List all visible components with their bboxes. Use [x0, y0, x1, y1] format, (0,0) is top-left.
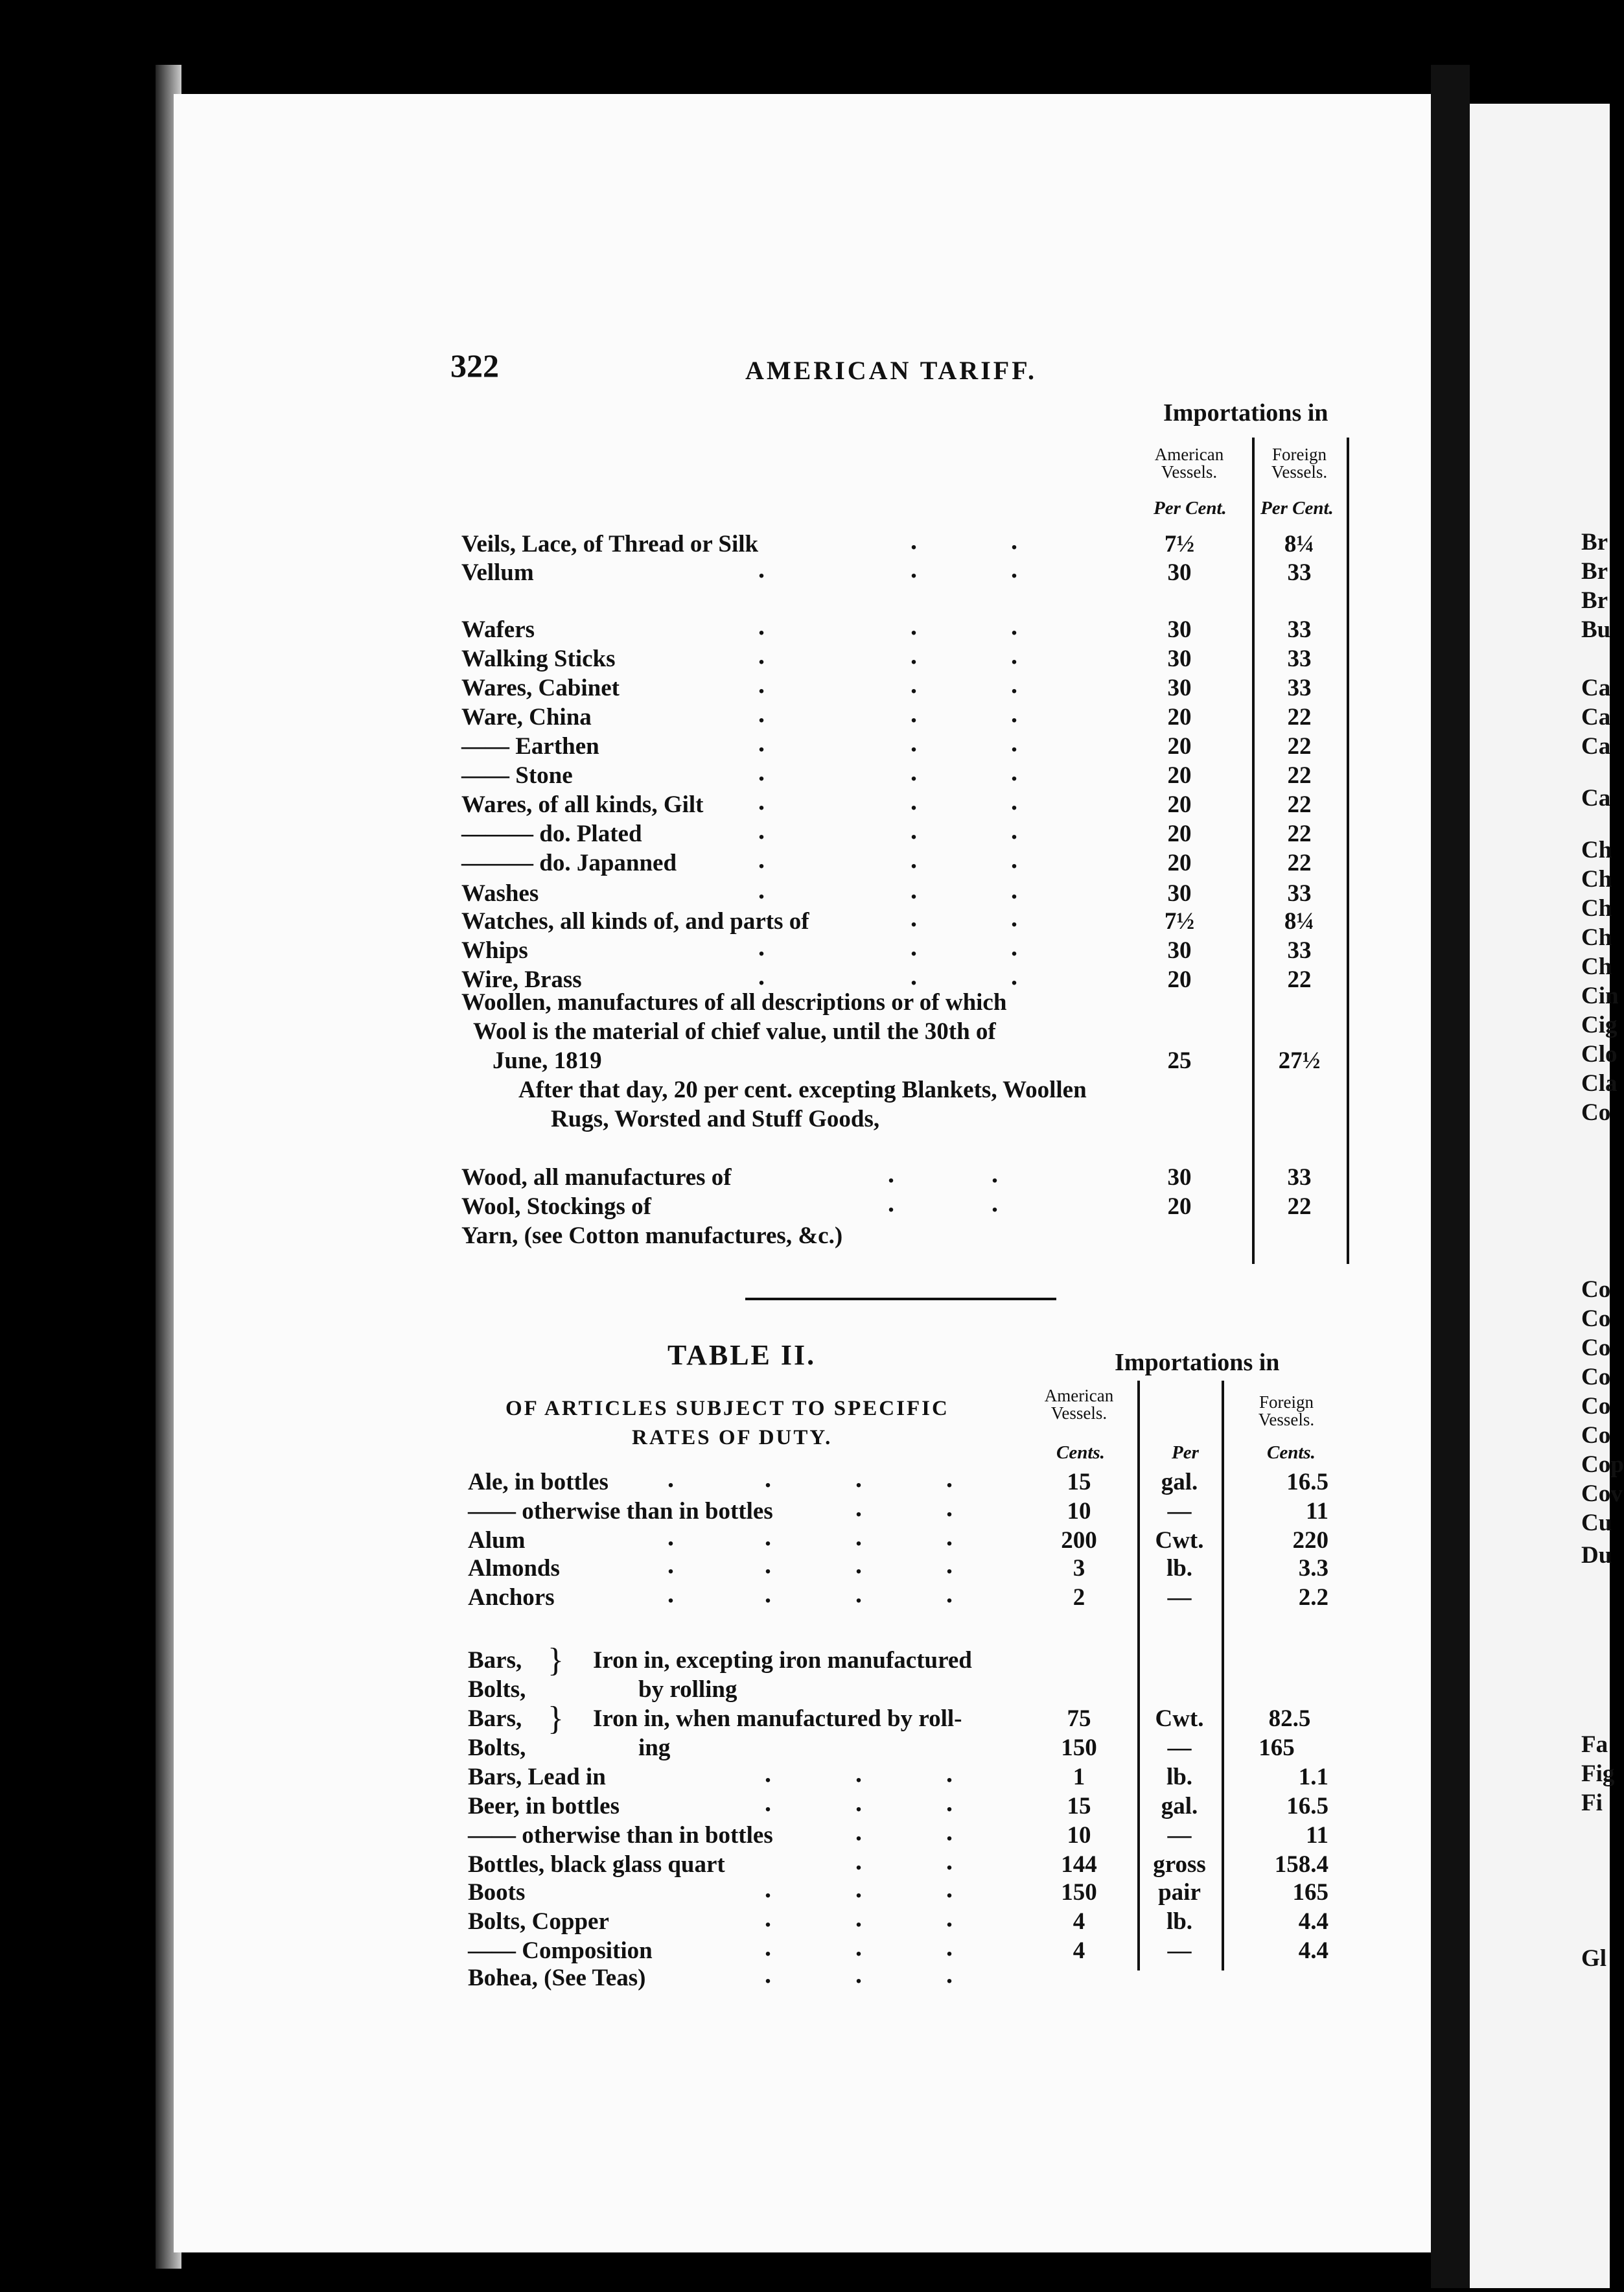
table-row-per: — [1167, 1584, 1192, 1611]
leader-dot: . [911, 526, 917, 555]
table-row-foreign: 33 [1287, 937, 1312, 964]
leader-dot: . [946, 1464, 953, 1493]
leader-dot: . [855, 1874, 862, 1903]
leader-dot: . [911, 699, 917, 728]
table-row-american: 20 [1167, 704, 1192, 731]
leader-dot: . [758, 875, 765, 904]
facing-page-fragment: Br [1581, 529, 1608, 555]
table-row-label: —— Stone [461, 762, 573, 789]
leader-dot: . [667, 1522, 674, 1551]
leader-dot: . [765, 1759, 771, 1788]
table-row-label: Washes [461, 880, 539, 907]
table-row-label: Ware, China [461, 704, 592, 731]
leader-dot: . [946, 1932, 953, 1961]
facing-page-fragment: Cla [1581, 1070, 1618, 1097]
table-row-american: 30 [1167, 646, 1192, 672]
table-row-foreign: 22 [1287, 1193, 1312, 1220]
table-row-foreign: 4.4 [1298, 1908, 1328, 1935]
table-row-label: Alum [468, 1527, 526, 1554]
leader-dot: . [855, 1759, 862, 1788]
t2-column-rule-1 [1137, 1381, 1140, 1970]
table-row-foreign: 33 [1287, 880, 1312, 907]
bars-label-2a: Bars, [468, 1705, 522, 1732]
leader-dot: . [758, 611, 765, 640]
leader-dot: . [911, 757, 917, 786]
table-row-american: 10 [1067, 1498, 1091, 1525]
table-row-american: 30 [1167, 559, 1192, 586]
table-row-american: 15 [1067, 1793, 1091, 1819]
leader-dot: . [1011, 786, 1017, 815]
leader-dot: . [911, 903, 917, 932]
table-row-foreign: 22 [1287, 821, 1312, 847]
bars-american-2: 150 [1061, 1735, 1097, 1761]
table-row-american: 20 [1167, 821, 1192, 847]
table-row-per: pair [1158, 1879, 1201, 1906]
facing-page-fragment: Co [1581, 1393, 1611, 1420]
table-row-american: 4 [1073, 1937, 1085, 1964]
leader-dot: . [1011, 611, 1017, 640]
facing-page-fragment: Ch [1581, 953, 1612, 980]
t2-col-foreign: Foreign Vessels. [1258, 1392, 1315, 1429]
table-row-american: 2 [1073, 1584, 1085, 1611]
t2-unit-foreign: Cents. [1267, 1442, 1316, 1463]
leader-dot: . [911, 875, 917, 904]
table-row-per: — [1167, 1937, 1192, 1964]
leader-dot: . [1011, 526, 1017, 555]
table-row-american: 200 [1061, 1527, 1097, 1554]
table-row-american: 15 [1067, 1469, 1091, 1495]
leader-dot: . [911, 932, 917, 961]
t1-right-rule [1347, 438, 1349, 1264]
table-row-label: Bolts, Copper [468, 1908, 609, 1935]
woollen-foreign: 27½ [1278, 1047, 1321, 1074]
table-row-foreign: 33 [1287, 646, 1312, 672]
facing-page-fragment: Co [1581, 1422, 1611, 1449]
table-row-label: Bars, Lead in [468, 1764, 606, 1790]
leader-dot: . [758, 554, 765, 583]
brace-1: } [548, 1642, 564, 1679]
table-row-per: gal. [1161, 1469, 1198, 1495]
bars-foreign-1: 82.5 [1268, 1705, 1311, 1732]
table-row-foreign: 22 [1287, 704, 1312, 731]
leader-dot: . [667, 1550, 674, 1579]
facing-page-fragment: Ca [1581, 704, 1611, 731]
facing-page-fragment: Cu [1581, 1510, 1612, 1536]
table-row-foreign: 22 [1287, 762, 1312, 789]
facing-page-fragment: Cig [1581, 1012, 1618, 1038]
leader-dot: . [911, 640, 917, 670]
table-row-label: Bottles, black glass quart [468, 1851, 725, 1878]
table-row-american: 20 [1167, 762, 1192, 789]
leader-dot: . [765, 1959, 771, 1989]
leader-dot: . [911, 845, 917, 874]
table-row-american: 20 [1167, 850, 1192, 876]
table-row-foreign: 8¼ [1284, 908, 1315, 935]
table-row-american: 7½ [1164, 908, 1195, 935]
table-row-foreign: 220 [1292, 1527, 1328, 1554]
table-row-label: Wire, Brass [461, 966, 582, 993]
table-row-label: Ale, in bottles [468, 1469, 609, 1495]
leader-dot: . [855, 1817, 862, 1846]
facing-page-fragment: Br [1581, 587, 1608, 614]
leader-dot: . [946, 1846, 953, 1875]
leader-dot: . [855, 1788, 862, 1817]
leader-dot: . [946, 1522, 953, 1551]
table-row-american: 30 [1167, 616, 1192, 643]
leader-dot: . [1011, 875, 1017, 904]
facing-page-fragment: Fig [1581, 1760, 1615, 1787]
leader-dot: . [946, 1493, 953, 1522]
table-row-foreign: 2.2 [1298, 1584, 1328, 1611]
leader-dot: . [855, 1464, 862, 1493]
leader-dot: . [911, 554, 917, 583]
t2-group-header: Importations in [1115, 1349, 1280, 1376]
t1-col-foreign: Foreign Vessels. [1271, 445, 1328, 482]
leader-dot: . [855, 1493, 862, 1522]
bars-text-2a: Iron in, when manufactured by roll- [593, 1705, 962, 1732]
facing-page-fragment: Co [1581, 1276, 1611, 1303]
leader-dot: . [855, 1959, 862, 1989]
facing-page-fragment: Co [1581, 1364, 1611, 1390]
table-row-foreign: 33 [1287, 675, 1312, 701]
table-row-label: ——— do. Japanned [461, 850, 677, 876]
leader-dot: . [765, 1903, 771, 1932]
table-row-label: Vellum [461, 559, 534, 586]
bars-per-2: — [1167, 1735, 1192, 1761]
table-row-american: 30 [1167, 1164, 1192, 1191]
leader-dot: . [758, 961, 765, 990]
table-row-foreign: 22 [1287, 966, 1312, 993]
woollen-american: 25 [1167, 1047, 1192, 1074]
t1-group-header: Importations in [1163, 399, 1328, 427]
leader-dot: . [946, 1903, 953, 1932]
table-row-american: 30 [1167, 675, 1192, 701]
facing-page-fragment: Fi [1581, 1790, 1603, 1816]
brace-2: } [548, 1700, 564, 1737]
facing-page-fragment: Co [1581, 1305, 1611, 1332]
table-row-american: 20 [1167, 966, 1192, 993]
leader-dot: . [765, 1464, 771, 1493]
bars-label-1b: Bolts, [468, 1676, 526, 1703]
t1-unit-american: Per Cent. [1154, 498, 1227, 519]
bars-text-1a: Iron in, excepting iron manufactured [593, 1647, 972, 1674]
table-row-label: Almonds [468, 1555, 560, 1582]
facing-page-fragment: Du [1581, 1542, 1612, 1569]
table-row-foreign: 22 [1287, 850, 1312, 876]
table-row-american: 144 [1061, 1851, 1097, 1878]
table-row-american: 7½ [1164, 531, 1195, 557]
section-rule [745, 1298, 1056, 1300]
leader-dot: . [911, 670, 917, 699]
woollen-line-1: Woollen, manufactures of all descriptions or of which [461, 989, 1007, 1016]
leader-dot: . [758, 932, 765, 961]
table-row-foreign: 16.5 [1286, 1469, 1328, 1495]
leader-dot: . [1011, 670, 1017, 699]
leader-dot: . [758, 699, 765, 728]
leader-dot: . [1011, 699, 1017, 728]
table-row-foreign: 22 [1287, 733, 1312, 760]
table-row-foreign: 158.4 [1274, 1851, 1328, 1878]
leader-dot: . [855, 1903, 862, 1932]
facing-page-fragment: Cov [1581, 1480, 1623, 1507]
facing-page-fragment: Ca [1581, 733, 1611, 760]
leader-dot: . [946, 1817, 953, 1846]
facing-page-fragment: Cin [1581, 983, 1619, 1009]
leader-dot: . [758, 845, 765, 874]
facing-page-fragment: Cop [1581, 1451, 1624, 1478]
leader-dot: . [1011, 961, 1017, 990]
facing-page-fragment: Ch [1581, 837, 1612, 863]
table-row-foreign: 16.5 [1286, 1793, 1328, 1819]
table-row-foreign: 33 [1287, 616, 1312, 643]
leader-dot: . [765, 1579, 771, 1608]
table-row-label: Bohea, (See Teas) [468, 1965, 646, 1991]
leader-dot: . [888, 1188, 894, 1217]
leader-dot: . [946, 1874, 953, 1903]
facing-page-fragment: Ch [1581, 924, 1612, 951]
leader-dot: . [1011, 932, 1017, 961]
leader-dot: . [946, 1788, 953, 1817]
table-row-label: Wafers [461, 616, 535, 643]
bars-american-1: 75 [1067, 1705, 1091, 1732]
facing-page-fragment: Ch [1581, 895, 1612, 922]
leader-dot: . [765, 1788, 771, 1817]
table-row-per: gal. [1161, 1793, 1198, 1819]
table-row-label: Whips [461, 937, 528, 964]
leader-dot: . [911, 786, 917, 815]
table-row-per: — [1167, 1822, 1192, 1849]
table-row-label: Wares, Cabinet [461, 675, 620, 701]
table-row-per: — [1167, 1498, 1192, 1525]
bars-per-1: Cwt. [1155, 1705, 1204, 1732]
bars-label-2b: Bolts, [468, 1735, 526, 1761]
table-row-per: gross [1153, 1851, 1206, 1878]
leader-dot: . [1011, 903, 1017, 932]
leader-dot: . [1011, 757, 1017, 786]
leader-dot: . [667, 1579, 674, 1608]
leader-dot: . [911, 728, 917, 757]
leader-dot: . [1011, 815, 1017, 845]
leader-dot: . [765, 1874, 771, 1903]
table-row-foreign: 165 [1292, 1879, 1328, 1906]
leader-dot: . [758, 757, 765, 786]
leader-dot: . [911, 611, 917, 640]
table-row-label: Wares, of all kinds, Gilt [461, 791, 704, 818]
leader-dot: . [855, 1846, 862, 1875]
leader-dot: . [946, 1550, 953, 1579]
table-row-foreign: 1.1 [1298, 1764, 1328, 1790]
table-row-label: —— Earthen [461, 733, 599, 760]
leader-dot: . [758, 670, 765, 699]
table-row-per: lb. [1166, 1555, 1193, 1582]
table-row-label: Beer, in bottles [468, 1793, 620, 1819]
book-gutter [1431, 65, 1470, 2288]
table-row-per: Cwt. [1155, 1527, 1204, 1554]
facing-page-fragment: Ca [1581, 785, 1611, 812]
leader-dot: . [855, 1522, 862, 1551]
table-row-label: —— otherwise than in bottles [468, 1822, 773, 1849]
table-row-label: Boots [468, 1879, 526, 1906]
table-row-foreign: 3.3 [1298, 1555, 1328, 1582]
leader-dot: . [1011, 640, 1017, 670]
leader-dot: . [888, 1159, 894, 1188]
table-2-title: TABLE II. [667, 1339, 817, 1371]
table-row-american: 30 [1167, 880, 1192, 907]
table-row-per: lb. [1166, 1908, 1193, 1935]
table-row-foreign: 33 [1287, 559, 1312, 586]
leader-dot: . [1011, 728, 1017, 757]
t1-unit-foreign: Per Cent. [1260, 498, 1334, 519]
table-row-label: Anchors [468, 1584, 555, 1611]
table-row-label: Wood, all manufactures of [461, 1164, 732, 1191]
table-row-label: —— Composition [468, 1937, 653, 1964]
leader-dot: . [992, 1159, 998, 1188]
t2-unit-american: Cents. [1056, 1442, 1105, 1463]
table-row-label: —— otherwise than in bottles [468, 1498, 773, 1525]
facing-page-fragment: Br [1581, 558, 1608, 585]
table-row-foreign: 22 [1287, 791, 1312, 818]
table-row-american: 20 [1167, 733, 1192, 760]
leader-dot: . [758, 786, 765, 815]
table-row-label: Watches, all kinds of, and parts of [461, 908, 809, 935]
table-row-per: lb. [1166, 1764, 1193, 1790]
facing-page-fragment: Ch [1581, 866, 1612, 893]
table-row-american: 20 [1167, 1193, 1192, 1220]
facing-page-fragment: Clo [1581, 1041, 1618, 1068]
t2-column-rule-2 [1222, 1381, 1224, 1970]
table-row-label: Yarn, (see Cotton manufactures, &c.) [461, 1222, 843, 1249]
leader-dot: . [992, 1188, 998, 1217]
leader-dot: . [765, 1550, 771, 1579]
leader-dot: . [765, 1522, 771, 1551]
table-row-label: Wool, Stockings of [461, 1193, 651, 1220]
facing-page-fragment: Bu [1581, 616, 1611, 643]
leader-dot: . [855, 1579, 862, 1608]
table-row-american: 20 [1167, 791, 1192, 818]
table-row-foreign: 4.4 [1298, 1937, 1328, 1964]
table-row-foreign: 33 [1287, 1164, 1312, 1191]
table-row-foreign: 11 [1306, 1822, 1328, 1849]
table-row-american: 10 [1067, 1822, 1091, 1849]
table-row-foreign: 8¼ [1284, 531, 1315, 557]
facing-page-fragment: Fa [1581, 1731, 1608, 1758]
table-row-american: 3 [1073, 1555, 1085, 1582]
facing-page-fragment: Co [1581, 1335, 1611, 1361]
table-row-foreign: 11 [1306, 1498, 1328, 1525]
table-row-american: 4 [1073, 1908, 1085, 1935]
leader-dot: . [911, 961, 917, 990]
leader-dot: . [911, 815, 917, 845]
leader-dot: . [855, 1550, 862, 1579]
leader-dot: . [855, 1932, 862, 1961]
t2-subtitle-2: RATES OF DUTY. [632, 1426, 833, 1449]
woollen-note-1: After that day, 20 per cent. excepting Blankets, Woollen [518, 1077, 1087, 1103]
t2-unit-per: Per [1172, 1442, 1199, 1463]
t2-subtitle-1: OF ARTICLES SUBJECT TO SPECIFIC [505, 1397, 949, 1420]
bars-text-2b: ing [638, 1735, 671, 1761]
leader-dot: . [758, 640, 765, 670]
table-row-label: Walking Sticks [461, 646, 616, 672]
table-row-label: ——— do. Plated [461, 821, 642, 847]
table-row-american: 30 [1167, 937, 1192, 964]
t2-col-american: American Vessels. [1044, 1386, 1114, 1423]
table-row-label: Veils, Lace, of Thread or Silk [461, 531, 759, 557]
leader-dot: . [946, 1759, 953, 1788]
woollen-note-2: Rugs, Worsted and Stuff Goods, [551, 1106, 880, 1132]
woollen-line-3: June, 1819 [493, 1047, 602, 1074]
leader-dot: . [946, 1579, 953, 1608]
page-number: 322 [450, 347, 499, 384]
leader-dot: . [946, 1959, 953, 1989]
leader-dot: . [758, 815, 765, 845]
facing-page-fragment: Gl [1581, 1945, 1607, 1972]
bars-foreign-2: 165 [1259, 1735, 1295, 1761]
table-row-american: 150 [1061, 1879, 1097, 1906]
running-title: AMERICAN TARIFF. [745, 356, 1037, 385]
leader-dot: . [1011, 845, 1017, 874]
bars-label-1a: Bars, [468, 1647, 522, 1674]
leader-dot: . [1011, 554, 1017, 583]
table-row-american: 1 [1073, 1764, 1085, 1790]
t1-col-american: American Vessels. [1154, 445, 1224, 482]
woollen-line-2: Wool is the material of chief value, until the 30th of [473, 1018, 996, 1045]
facing-page-fragment: Ca [1581, 675, 1611, 701]
leader-dot: . [667, 1464, 674, 1493]
bars-text-1b: by rolling [638, 1676, 737, 1703]
facing-page-fragment: Co [1581, 1099, 1611, 1126]
leader-dot: . [758, 728, 765, 757]
leader-dot: . [765, 1932, 771, 1961]
